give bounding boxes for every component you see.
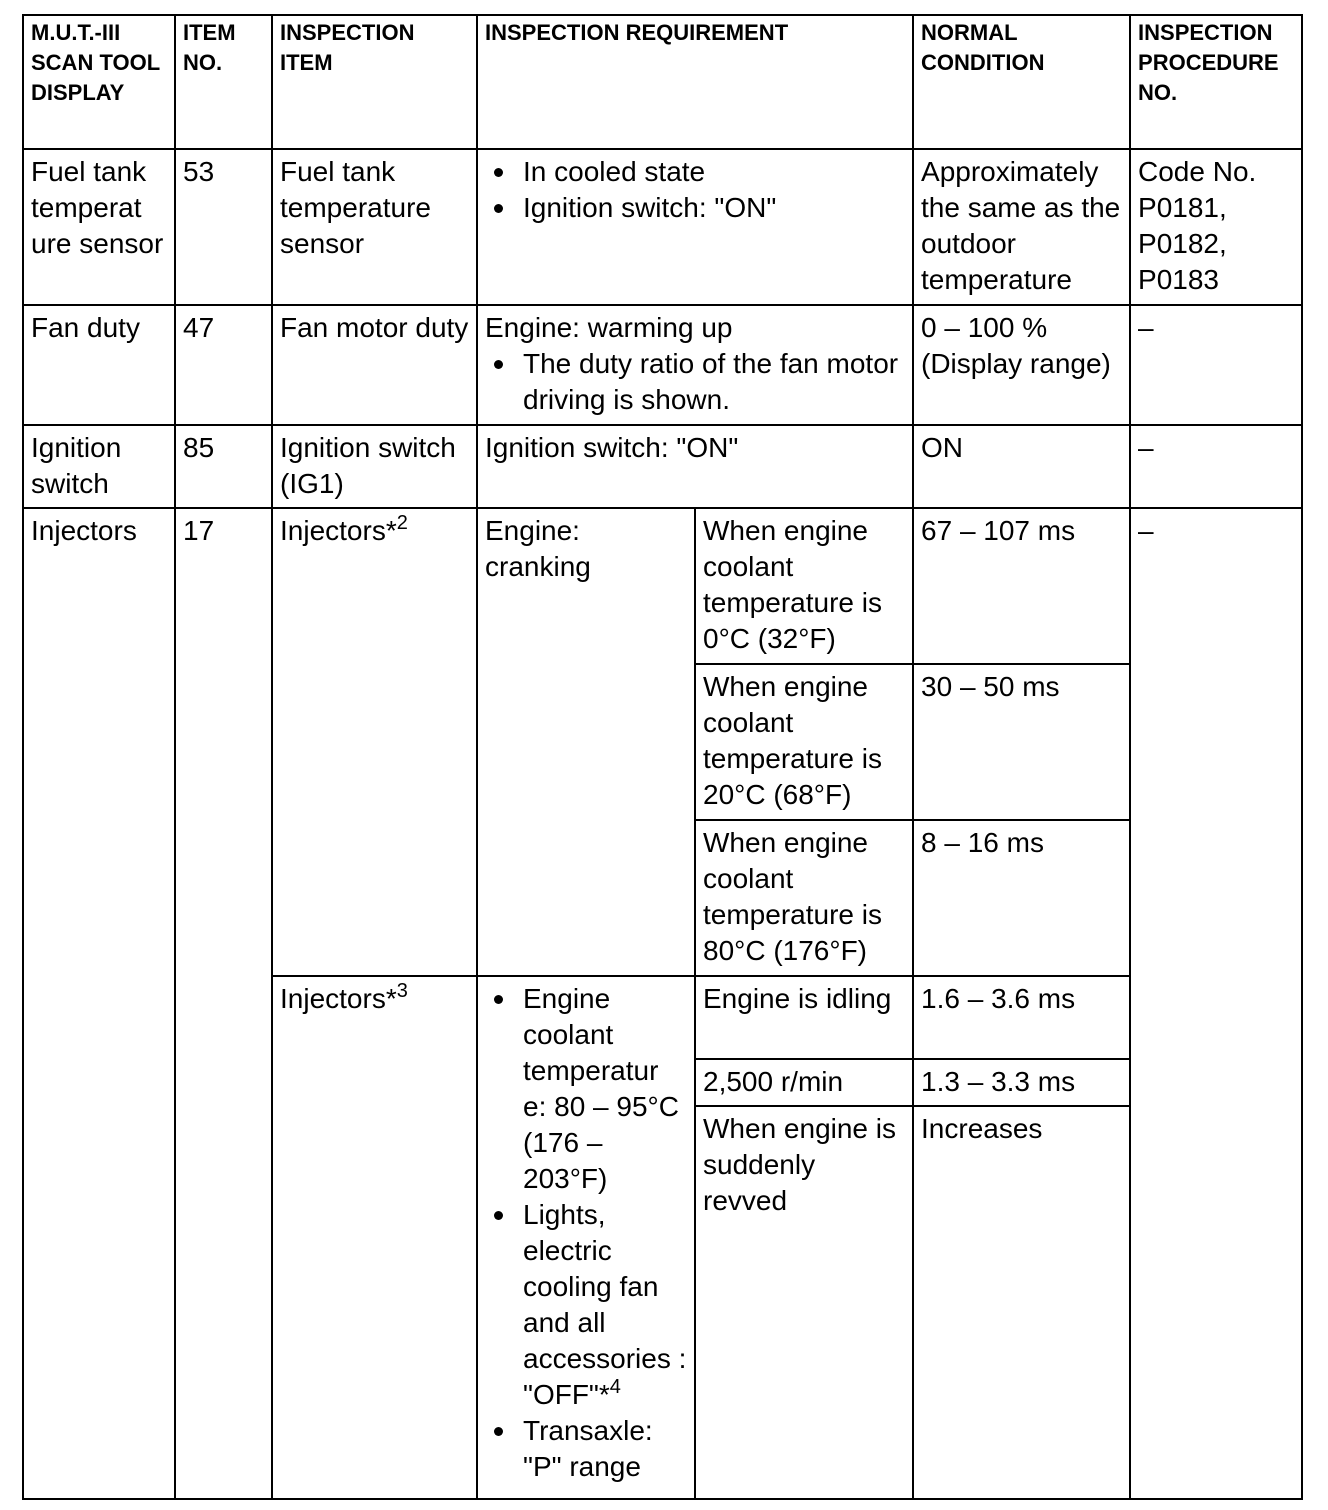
header-row	[23, 15, 1302, 149]
list-item: Lights, electric cooling fan and all accessories : "OFF"*$^4$	[523, 1197, 687, 1413]
cell-when: When engine coolant temperature is 20°C (68°F)	[695, 664, 913, 820]
footnote-marker: 4	[609, 1376, 621, 1398]
cell-when: When engine coolant temperature is 0°C (32°F)	[695, 508, 913, 664]
cell-normal: 1.6 – 3.6 ms	[913, 976, 1130, 1059]
cell-item: Ignition switch (IG1)	[272, 425, 477, 508]
cell-display: Injectors	[23, 508, 175, 1499]
cell-requirement	[477, 305, 913, 425]
requirement-list	[485, 981, 687, 1485]
cell-normal: 0 – 100 % (Display range)	[913, 305, 1130, 425]
requirement-list	[485, 346, 905, 418]
cell-display: Ignition switch	[23, 425, 175, 508]
cell-requirement	[477, 149, 913, 305]
header-inspection-item: INSPECTION ITEM	[272, 15, 477, 149]
cell-procedure: –	[1130, 305, 1302, 425]
cell-item-no: 85	[175, 425, 272, 508]
cell-when: 2,500 r/min	[695, 1059, 913, 1106]
requirement-intro: Engine: warming up	[485, 312, 733, 343]
list-item: In cooled state	[523, 154, 905, 190]
cell-normal: Increases	[913, 1106, 1130, 1499]
list-item: The duty ratio of the fan motor driving is shown.	[523, 346, 905, 418]
header-normal-condition: NORMAL CONDITION	[913, 15, 1130, 149]
cell-normal: ON	[913, 425, 1130, 508]
header-item-no: ITEM NO.	[175, 15, 272, 149]
cell-item	[272, 976, 477, 1499]
list-item: Engine coolant temperatur e: 80 – 95°C (176 – 203°F)	[523, 981, 687, 1197]
item-label: Injectors*	[280, 983, 397, 1014]
cell-requirement: Ignition switch: "ON"	[477, 425, 913, 508]
table-row-fan-duty	[23, 305, 1302, 425]
cell-item: Fan motor duty	[272, 305, 477, 425]
list-item: Ignition switch: "ON"	[523, 190, 905, 226]
table-row-ignition	[23, 425, 1302, 508]
cell-requirement: Engine: cranking	[477, 508, 695, 976]
cell-item-no: 47	[175, 305, 272, 425]
table-row-injectors	[23, 508, 1302, 664]
cell-normal: 30 – 50 ms	[913, 664, 1130, 820]
cell-procedure: –	[1130, 425, 1302, 508]
cell-normal: Approximately the same as the outdoor temperature	[913, 149, 1130, 305]
header-display: M.U.T.-III SCAN TOOL DISPLAY	[23, 15, 175, 149]
cell-display: Fan duty	[23, 305, 175, 425]
cell-item-no: 53	[175, 149, 272, 305]
cell-normal: 67 – 107 ms	[913, 508, 1130, 664]
cell-display: Fuel tank temperat ure sensor	[23, 149, 175, 305]
header-inspection-procedure: INSPECTION PROCEDURE NO.	[1130, 15, 1302, 149]
cell-when: When engine coolant temperature is 80°C (176°F)	[695, 820, 913, 976]
list-item: Transaxle: "P" range	[523, 1413, 687, 1485]
cell-requirement	[477, 976, 695, 1499]
cell-procedure: –	[1130, 508, 1302, 1499]
cell-normal: 1.3 – 3.3 ms	[913, 1059, 1130, 1106]
footnote-marker: 2	[396, 512, 408, 534]
cell-item-no: 17	[175, 508, 272, 1499]
footnote-marker: 3	[396, 980, 408, 1002]
table-row-fuel-tank	[23, 149, 1302, 305]
cell-item: Fuel tank temperature sensor	[272, 149, 477, 305]
cell-when: When engine is suddenly revved	[695, 1106, 913, 1499]
cell-item	[272, 508, 477, 976]
inspection-table	[22, 14, 1303, 1500]
header-inspection-requirement: INSPECTION REQUIREMENT	[477, 15, 913, 149]
item-label: Injectors*	[280, 515, 397, 546]
cell-normal: 8 – 16 ms	[913, 820, 1130, 976]
requirement-list	[485, 154, 905, 226]
cell-procedure: Code No. P0181, P0182, P0183	[1130, 149, 1302, 305]
cell-when: Engine is idling	[695, 976, 913, 1059]
